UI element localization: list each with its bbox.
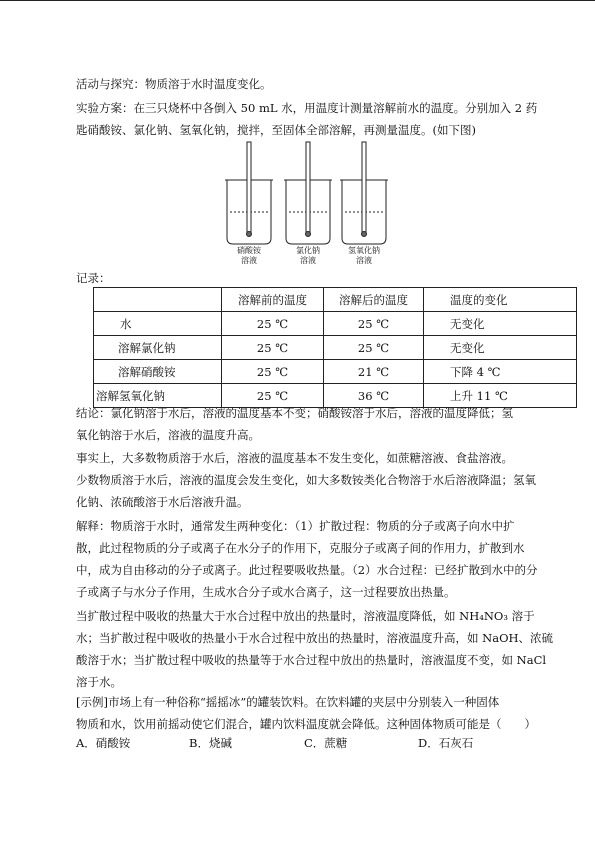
table-cell: 36 ℃ <box>324 384 424 408</box>
beaker-label-2-line-1: 氯化钠 <box>296 246 320 255</box>
table-cell: 溶解氢氧化钠 <box>94 384 222 408</box>
beaker-label-2 <box>288 246 328 266</box>
heat-line-1: 当扩散过程中吸收的热量大于水合过程中放出的热量时，溶液温度降低，如 NH₄NO₃ 溶于 <box>76 609 535 623</box>
table-cell: 25 ℃ <box>222 360 324 384</box>
fact-line-2: 少数物质溶于水后，溶液的温度会发生变化，如大多数铵类化合物溶于水后溶液降温；氢氧 <box>76 473 536 487</box>
table-cell: 溶解硝酸铵 <box>94 360 222 384</box>
table-header-cell: 溶解后的温度 <box>324 288 424 312</box>
table-row <box>94 336 577 360</box>
table-cell: 水 <box>94 312 222 336</box>
explain-line-1: 解释：物质溶于水时，通常发生两种变化：（1）扩散过程：物质的分子或离子向水中扩 <box>76 519 515 533</box>
explain-line-2: 散，此过程物质的分子或离子在水分子的作用下，克服分子或离子间的作用力，扩散到水 <box>76 541 525 555</box>
table-cell: 21 ℃ <box>324 360 424 384</box>
heat-line-3: 酸溶于水；当扩散过程中吸收的热量等于水合过程中放出的热量时，溶液温度不变，如 NaCl <box>76 653 547 667</box>
table-cell: 25 ℃ <box>324 336 424 360</box>
table-cell: 无变化 <box>424 336 577 360</box>
table-cell: 上升 11 ℃ <box>424 384 577 408</box>
table-cell: 25 ℃ <box>222 384 324 408</box>
table-cell: 25 ℃ <box>222 312 324 336</box>
table-cell: 下降 4 ℃ <box>424 360 577 384</box>
fact-line-3: 化钠、浓硫酸溶于水后溶液升温。 <box>76 495 249 509</box>
beaker-label-1-line-2: 溶液 <box>241 256 257 265</box>
table-cell: 25 ℃ <box>324 312 424 336</box>
record-table <box>93 287 577 408</box>
example-line-2: 物质和水，饮用前摇动使它们混合，罐内饮料温度就会降低。这种固体物质可能是（ ） <box>76 717 536 731</box>
fact-line-1: 事实上，大多数物质溶于水后，溶液的温度基本不发生变化，如蔗糖溶液、食盐溶液。 <box>76 451 513 465</box>
beaker-label-3-line-2: 溶液 <box>356 256 372 265</box>
conclusion-line-1: 结论：氯化钠溶于水后，溶液的温度基本不变；硝酸铵溶于水后，溶液的温度降低；氢 <box>76 406 513 420</box>
top-border-line <box>0 0 595 1</box>
beaker-label-2-line-2: 溶液 <box>300 256 316 265</box>
table-header-row <box>94 288 577 312</box>
table-cell: 25 ℃ <box>222 336 324 360</box>
option-c: C．蔗糖 <box>304 736 348 750</box>
beaker-label-3-line-1: 氢氧化钠 <box>348 246 380 255</box>
table-header-cell: 温度的变化 <box>424 288 577 312</box>
beaker-label-3 <box>344 246 384 266</box>
beaker-label-1-line-1: 硝酸铵 <box>237 246 261 255</box>
plan-text-line-1: 实验方案：在三只烧杯中各倒入 50 mL 水，用温度计测量溶解前水的温度。分别加入 2 药 <box>76 101 538 115</box>
table-header-cell: 溶解前的温度 <box>222 288 324 312</box>
table-cell: 溶解氯化钠 <box>94 336 222 360</box>
section-title: 活动与探究：物质溶于水时温度变化。 <box>76 77 272 91</box>
heat-line-4: 溶于水。 <box>76 675 122 689</box>
heat-line-2: 水；当扩散过程中吸收的热量小于水合过程中放出的热量时，溶液温度升高，如 NaOH、浓硫 <box>76 631 554 645</box>
table-header-cell <box>94 288 222 312</box>
option-a: A．硝酸铵 <box>76 736 131 750</box>
table-row <box>94 360 577 384</box>
table-cell: 无变化 <box>424 312 577 336</box>
conclusion-line-2: 氧化钠溶于水后，溶液的温度升高。 <box>76 428 260 442</box>
explain-line-4: 子或离子与水分子作用，生成水合分子或水合离子，这一过程要放出热量。 <box>76 585 456 599</box>
table-row <box>94 312 577 336</box>
example-line-1: [示例]市场上有一种俗称“摇摇冰”的罐装饮料。在饮料罐的夹层中分别装入一种固体 <box>76 695 500 709</box>
beaker-label-1 <box>229 246 269 266</box>
option-d: D．石灰石 <box>418 736 474 750</box>
plan-text-line-2: 匙硝酸铵、氯化钠、氢氧化钠，搅拌，至固体全部溶解，再测量温度。(如下图) <box>76 123 476 137</box>
beaker-figure <box>220 140 390 270</box>
record-label: 记录： <box>76 271 111 285</box>
option-b: B．烧碱 <box>189 736 232 750</box>
explain-line-3: 中，成为自由移动的分子或离子。此过程要吸收热量。（2）水合过程：已经扩散到水中的分 <box>76 563 538 577</box>
